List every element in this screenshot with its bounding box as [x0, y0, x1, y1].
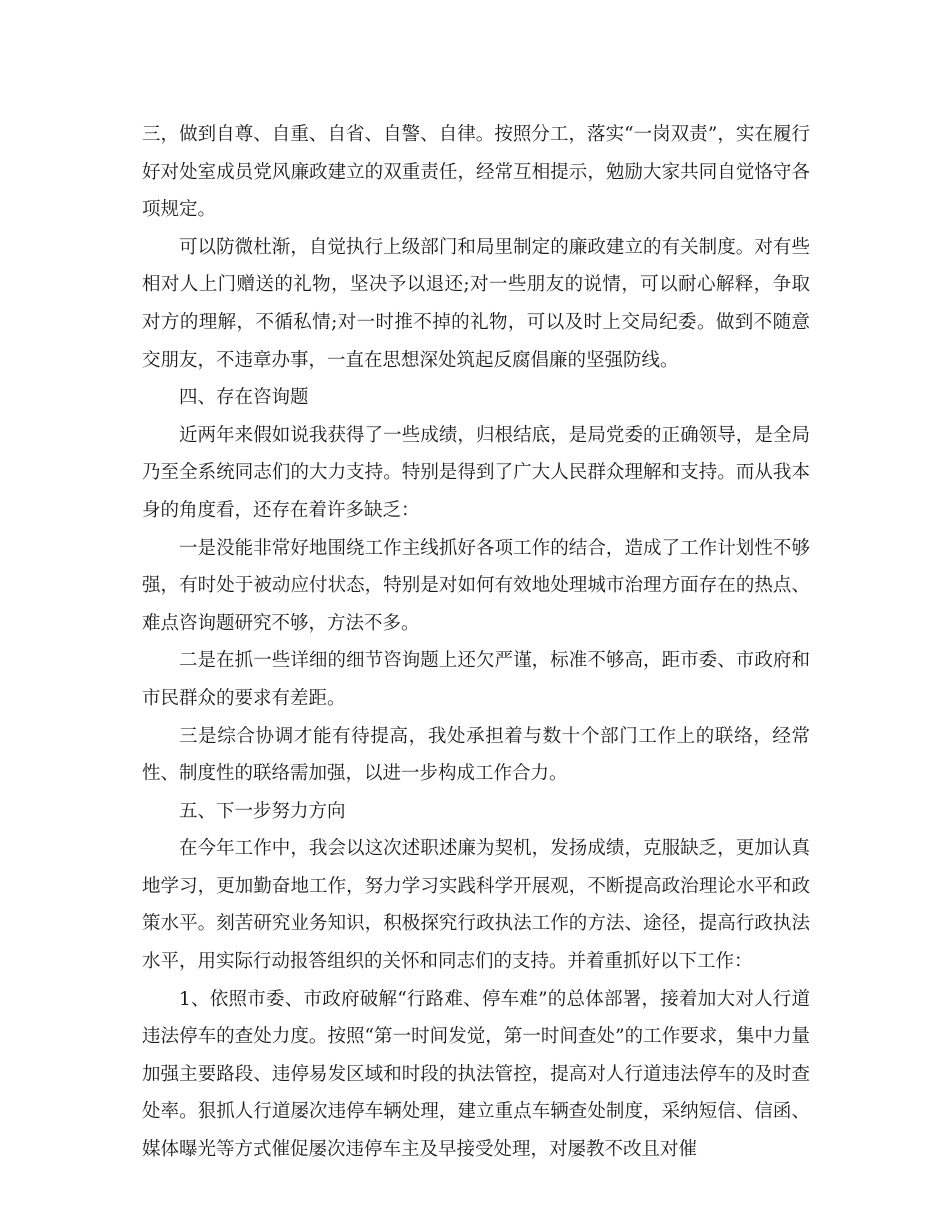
paragraph-continuation: 三，做到自尊、自重、自省、自警、自律。按照分工，落实“一岗双责”，实在履行好对处室成员党风廉政建立的双重责任，经常互相提示，勉励大家共同自觉恪守各项规定。: [142, 124, 810, 221]
paragraph-next-steps: 在今年工作中，我会以这次述职述廉为契机，发扬成绩，克服缺乏，更加认真地学习，更加勤奋地工作，努力学习实践科学开展观，不断提高政治理论水平和政策水平。刻苦研究业务知识，积极探究行政执法工作的方法、途径，提高行政执法水平，用实际行动报答组织的关怀和同志们的支持。并着重抓好以下工作：: [142, 838, 810, 973]
paragraph-item-one: 1、依照市委、市政府破解“行路难、停车难”的总体部署，接着加大对人行道违法停车的查处力度。按照“第一时间发觉，第一时间查处”的工作要求，集中力量加强主要路段、违停易发区域和时段的执法管控，提高对人行道违法停车的及时查处率。狠抓人行道屡次违停车辆处理，建立重点车辆查处制度，采纳短信、信函、媒体曝光等方式催促屡次违停车主及早接受处理，对屡教不改且对催: [142, 988, 810, 1161]
section-heading-problems: 四、存在咨询题: [179, 387, 309, 409]
section-heading-next-steps: 五、下一步努力方向: [179, 800, 346, 822]
paragraph-problem-three: 三是综合协调才能有待提高，我处承担着与数十个部门工作上的联络，经常性、制度性的联络需加强，以进一步构成工作合力。: [142, 725, 810, 785]
paragraph-anti-corruption: 可以防微杜渐，自觉执行上级部门和局里制定的廉政建立的有关制度。对有些相对人上门赠送的礼物，坚决予以退还;对一些朋友的说情，可以耐心解释，争取对方的理解，不循私情;对一时推不掉的礼物，可以及时上交局纪委。做到不随意交朋友，不违章办事，一直在思想深处筑起反腐倡廉的坚强防线。: [142, 236, 810, 371]
paragraph-problem-two: 二是在抓一些详细的细节咨询题上还欠严谨，标准不够高，距市委、市政府和市民群众的要求有差距。: [142, 650, 810, 709]
document-page: [142, 116, 810, 1169]
paragraph-problem-one: 一是没能非常好地围绕工作主线抓好各项工作的结合，造成了工作计划性不够强，有时处于被动应付状态，特别是对如何有效地处理城市治理方面存在的热点、难点咨询题研究不够，方法不多。: [142, 537, 810, 634]
paragraph-achievements: 近两年来假如说我获得了一些成绩，归根结底，是局党委的正确领导，是全局乃至全系统同志们的大力支持。特别是得到了广大人民群众理解和支持。而从我本身的角度看，还存在着许多缺乏：: [142, 424, 810, 521]
